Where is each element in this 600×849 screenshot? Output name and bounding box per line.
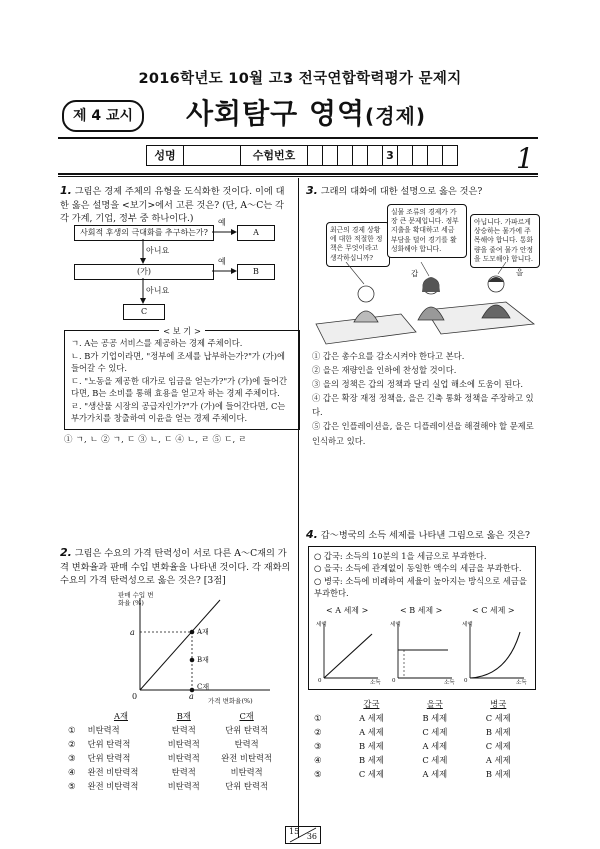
speech-bubble-gap: 실물 조류의 경제가 가장 큰 문제입니다. 정부 지출을 확대하고 세금 부담을 덜어 경기를 활성화해야 합니다. <box>387 204 467 258</box>
exam-title: 2016학년도 10월 고3 전국연합학력평가 문제지 <box>138 71 462 87</box>
q4-answer-table <box>310 698 530 782</box>
country-gap-desc: ○ 갑국: 소득의 10분의 1을 세금으로 부과한다. <box>314 551 487 561</box>
bogi-item: ㄷ. "노동을 제공한 대가로 임금을 얻는가?"가 (가)에 들어간다면, B는 소비를 통해 효용을 얻고자 하는 경제 주체이다. <box>71 375 287 399</box>
graph-a <box>324 624 378 678</box>
table-row[interactable] <box>310 768 530 782</box>
id-box-digit: 3 <box>383 146 398 165</box>
q2-ytick: a <box>130 628 135 637</box>
cell: C 세제 <box>485 713 511 724</box>
flow-arrows <box>60 220 295 320</box>
page-number: 1 <box>516 142 534 175</box>
q3-prompt <box>306 183 536 199</box>
col-header: 을국 <box>426 699 443 710</box>
cell: A 세제 <box>422 769 448 780</box>
bogi-item: ㄴ. B가 기업이라면, "정부에 조세를 납부하는가?"가 (가)에 들어갈 수 있다. <box>71 350 286 374</box>
speech-bubble-host: 최근의 경제 상황에 대한 적절한 정책은 무엇이라고 생각하십니까? <box>326 222 390 267</box>
q1-bogi-box <box>64 326 300 430</box>
table-row[interactable] <box>310 754 530 768</box>
country-byeong-desc: ○ 병국: 소득에 비례하여 세율이 높아지는 방식으로 세금을 부과한다. <box>314 575 527 599</box>
header-rule-thick <box>58 173 538 175</box>
q4-graphs <box>312 620 534 686</box>
flow-box-ga: (가) <box>74 264 214 280</box>
q2-text: 그림은 수요의 가격 탄력성이 서로 다른 A～C재의 가격 변화율과 판매 수입 변화율을 나타낸 것이다. 각 재화의 수요의 가격 탄력성으로 옳은 것은? [3점] <box>60 548 291 587</box>
flow-box-a: A <box>237 225 275 241</box>
q4-box-text <box>314 550 530 600</box>
label-a: A재 <box>197 628 209 636</box>
option[interactable]: ④ 갑은 확장 재정 정책을, 을은 긴축 통화 정책을 주장하고 있다. <box>312 393 534 418</box>
graph-c-ylabel: 세액 <box>462 622 473 628</box>
graph-b-ylabel: 세액 <box>390 622 401 628</box>
table-row[interactable] <box>310 712 530 726</box>
id-box[interactable] <box>353 146 368 165</box>
table-row[interactable] <box>64 738 284 752</box>
choice-num: ① <box>314 713 322 724</box>
cell: 완전 비탄력적 <box>221 753 272 764</box>
speaker-gap-label: 갑 <box>411 269 419 278</box>
cell: 탄력적 <box>171 725 196 736</box>
point-b <box>190 658 195 663</box>
speaker-eul-label: 을 <box>516 268 524 277</box>
subject-title <box>186 95 426 133</box>
q4-prompt <box>306 527 536 543</box>
footer-page: 15 <box>289 827 300 836</box>
cell: 완전 비탄력적 <box>87 781 139 792</box>
id-box[interactable] <box>338 146 353 165</box>
q2-number: 2. <box>60 546 72 559</box>
table-row[interactable] <box>64 766 284 780</box>
id-box[interactable] <box>443 146 457 165</box>
graph-c <box>470 624 524 678</box>
cell: 비탄력적 <box>167 739 200 750</box>
graph-a-origin: 0 <box>318 678 322 684</box>
flow-box-b: B <box>237 264 275 280</box>
id-box[interactable] <box>308 146 323 165</box>
id-box[interactable] <box>413 146 428 165</box>
graph-b-xlabel: 소득 <box>444 680 455 686</box>
flow-question-box: 사회적 후생의 극대화를 추구하는가? <box>74 225 214 241</box>
subject-name: 사회탐구 영역 <box>186 97 366 130</box>
q4-number: 4. <box>306 528 318 541</box>
subject-sub: (경제) <box>365 104 426 128</box>
q2-prompt <box>60 545 292 588</box>
id-box[interactable] <box>323 146 338 165</box>
person-host <box>358 286 374 302</box>
flow-box-c: C <box>123 304 165 320</box>
debate-illustration <box>306 262 538 347</box>
table-row[interactable] <box>310 726 530 740</box>
q4-text: 갑～병국의 소득 세제를 나타낸 그림으로 옳은 것은? <box>320 530 530 541</box>
choice-num: ② <box>314 727 322 738</box>
page-footer <box>285 826 321 844</box>
label-c: C재 <box>197 683 210 691</box>
cell: 비탄력적 <box>87 725 120 736</box>
q1-text: 그림은 경제 주체의 유형을 도식화한 것이다. 이에 대한 옳은 설명을 <보기>에서 고른 것은? (단, A～C는 각각 가계, 기업, 정부 중 하나이다.) <box>60 186 285 225</box>
bogi-item: ㄹ. "생산물 시장의 공급자인가?"가 (가)에 들어간다면, C는 부가가치를 창출하여 이윤을 얻는 경제 주체이다. <box>71 400 286 424</box>
flow-yes-1: 예 <box>218 218 226 227</box>
cell: 비탄력적 <box>230 767 263 778</box>
graph-b <box>398 624 452 678</box>
header-rule <box>58 137 538 139</box>
flow-no-1: 아니요 <box>146 246 170 255</box>
id-box[interactable] <box>368 146 383 165</box>
cell: 비탄력적 <box>167 781 200 792</box>
col-header: 갑국 <box>363 699 380 710</box>
q2-ylabel: 판매 수입 변화율 (%) <box>118 591 154 607</box>
cell: 탄력적 <box>171 767 196 778</box>
q2-xlabel: 가격 변화율(%) <box>208 697 253 705</box>
choice-num: ③ <box>68 753 76 764</box>
option[interactable]: ③ 을의 정책은 갑의 정책과 달리 실업 해소에 도움이 된다. <box>312 379 523 390</box>
q2-origin: 0 <box>132 692 138 701</box>
choice-num: ⑤ <box>68 781 76 792</box>
speech-bubble-eul: 아닙니다. 가파르게 상승하는 물가에 주목해야 합니다. 통화량을 줄여 물가 안정을 도모해야 합니다. <box>470 214 540 268</box>
option[interactable]: ⑤ 갑은 인플레이션을, 을은 디플레이션을 해결해야 할 문제로 인식하고 있다. <box>312 421 534 446</box>
cell: 완전 비탄력적 <box>87 767 139 778</box>
graph-a-xlabel: 소득 <box>370 680 381 686</box>
cell: 탄력적 <box>234 739 259 750</box>
graph-title-a: < A 세제 > <box>326 606 369 615</box>
column-divider <box>298 178 299 838</box>
cell: C 세제 <box>485 741 511 752</box>
id-box[interactable] <box>428 146 443 165</box>
choice-num: ① <box>68 725 76 736</box>
cell: 단위 탄력적 <box>87 753 131 764</box>
q1-choices[interactable]: ① ㄱ, ㄴ ② ㄱ, ㄷ ③ ㄴ, ㄷ ④ ㄴ, ㄹ ⑤ ㄷ, ㄹ <box>64 435 247 445</box>
q1-number: 1. <box>60 184 72 197</box>
col-header: B재 <box>176 711 191 722</box>
graph-title-b: < B 세제 > <box>400 606 443 615</box>
choice-num: ④ <box>68 767 76 778</box>
cell: 단위 탄력적 <box>87 739 131 750</box>
country-eul-desc: ○ 을국: 소득에 관계없이 동일한 액수의 세금을 부과한다. <box>314 563 522 574</box>
col-header: 병국 <box>490 699 507 710</box>
graph-b-origin: 0 <box>392 678 396 684</box>
q3-text: 그래의 대화에 대한 설명으로 옳은 것은? <box>320 186 483 197</box>
cell: A 세제 <box>359 713 384 724</box>
option[interactable]: ② 을은 재량인을 인하에 찬성할 것이다. <box>312 365 457 376</box>
cell: C 세제 <box>358 769 384 780</box>
q3-options <box>312 349 536 448</box>
graph-title-c: < C 세제 > <box>472 606 515 615</box>
flow-no-2: 아니요 <box>146 286 170 295</box>
cell: A 세제 <box>359 727 384 738</box>
flow-yes-2: 예 <box>218 257 226 266</box>
table-row[interactable] <box>310 740 530 754</box>
q2-xtick: a <box>189 692 194 701</box>
choice-num: ④ <box>314 755 322 766</box>
label-b: B재 <box>197 656 209 664</box>
choice-num: ② <box>68 739 76 750</box>
id-label: 수험번호 <box>241 146 308 165</box>
cell: A 세제 <box>422 741 448 752</box>
cell: C 세제 <box>422 755 448 766</box>
cell: B 세제 <box>359 755 384 766</box>
id-box[interactable] <box>398 146 413 165</box>
table-row[interactable] <box>64 752 284 766</box>
option[interactable]: ① 갑은 총수요를 감소시켜야 한다고 본다. <box>312 351 465 361</box>
student-id-row <box>146 145 458 166</box>
table-row[interactable] <box>64 780 284 794</box>
cell: 비탄력적 <box>167 753 200 764</box>
cell: C 세제 <box>422 727 448 738</box>
cell: B 세제 <box>359 741 384 752</box>
choice-num: ③ <box>314 741 322 752</box>
choice-num: ⑤ <box>314 769 322 780</box>
bogi-item: ㄱ. A는 공공 서비스를 제공하는 경제 주체이다. <box>71 338 243 349</box>
table-row[interactable] <box>64 724 284 738</box>
cell: B 세제 <box>485 727 511 738</box>
name-label: 성명 <box>147 146 184 165</box>
name-field[interactable] <box>184 146 241 165</box>
header-rule-thin <box>58 176 538 177</box>
point-a <box>190 630 195 635</box>
q2-answer-table <box>64 710 284 794</box>
cell: 단위 탄력적 <box>225 725 268 736</box>
col-header: C재 <box>239 711 254 722</box>
graph-c-origin: 0 <box>464 678 468 684</box>
period-badge: 제 4 교시 <box>62 100 144 132</box>
graph-c-xlabel: 소득 <box>516 680 527 686</box>
footer-total: 36 <box>306 832 317 842</box>
cell: B 세제 <box>422 713 448 724</box>
cell: 단위 탄력적 <box>225 781 268 792</box>
cell: A 세제 <box>485 755 511 766</box>
cell: B 세제 <box>485 769 511 780</box>
q3-number: 3. <box>306 184 318 197</box>
col-header: A재 <box>113 711 128 722</box>
bogi-title: < 보 기 > <box>159 326 205 336</box>
graph-a-ylabel: 세액 <box>316 622 327 628</box>
